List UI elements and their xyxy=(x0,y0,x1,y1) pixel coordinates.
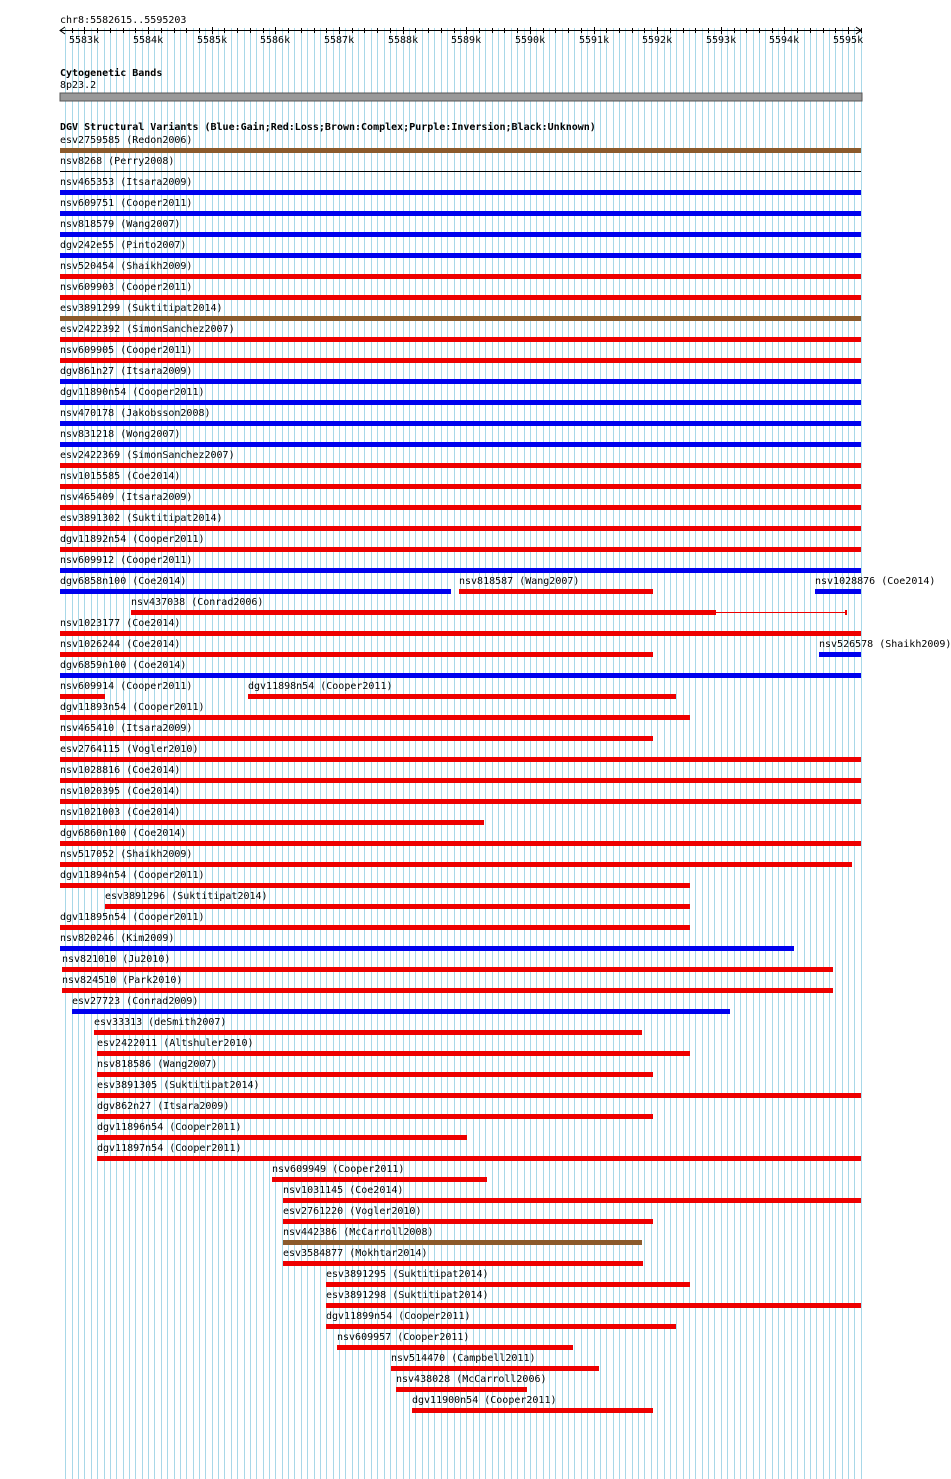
ruler-tick-label: 5583k xyxy=(69,35,100,46)
variant-bar xyxy=(97,1135,467,1140)
variant-bar xyxy=(62,967,833,972)
variant-label[interactable]: nsv1021003 (Coe2014) xyxy=(60,807,181,818)
variant-label[interactable]: nsv1015585 (Coe2014) xyxy=(60,471,181,482)
variant-label[interactable]: esv3891296 (Suktitipat2014) xyxy=(105,891,268,902)
variant-bar xyxy=(60,379,861,384)
variant-label[interactable]: nsv465410 (Itsara2009) xyxy=(60,723,193,734)
variant-bar xyxy=(60,757,861,762)
variant-bar xyxy=(60,316,861,321)
variant-label[interactable]: nsv465353 (Itsara2009) xyxy=(60,177,193,188)
variant-label[interactable]: nsv818579 (Wang2007) xyxy=(60,219,181,230)
variant-label[interactable]: nsv526578 (Shaikh2009) xyxy=(819,639,951,650)
variant-bar xyxy=(391,1366,599,1371)
variant-label[interactable]: nsv465409 (Itsara2009) xyxy=(60,492,193,503)
variant-bar xyxy=(283,1219,653,1224)
ruler-tick-label: 5587k xyxy=(324,35,355,46)
variant-label[interactable]: nsv1020395 (Coe2014) xyxy=(60,786,181,797)
ruler-tick-label: 5589k xyxy=(451,35,482,46)
variant-bar xyxy=(60,946,794,951)
variant-bar xyxy=(60,883,690,888)
variant-label[interactable]: esv3891302 (Suktitipat2014) xyxy=(60,513,223,524)
variant-bar xyxy=(412,1408,653,1413)
variant-label[interactable]: esv3584877 (Mokhtar2014) xyxy=(283,1248,428,1259)
variant-bar xyxy=(326,1282,690,1287)
variant-label[interactable]: nsv821010 (Ju2010) xyxy=(62,954,171,965)
variant-bar xyxy=(815,589,861,594)
variant-bar xyxy=(60,484,861,489)
variant-label[interactable]: nsv609751 (Cooper2011) xyxy=(60,198,193,209)
variant-bar xyxy=(326,1303,861,1308)
variant-bar xyxy=(283,1261,643,1266)
variant-bar xyxy=(60,274,861,279)
variant-bar xyxy=(94,1030,642,1035)
ruler-tick-label: 5590k xyxy=(515,35,546,46)
variant-bar xyxy=(60,547,861,552)
ruler-tick-label: 5592k xyxy=(642,35,673,46)
variant-label[interactable]: nsv609903 (Cooper2011) xyxy=(60,282,193,293)
cytoband-track-title: Cytogenetic Bands xyxy=(60,68,163,79)
variant-bar xyxy=(60,295,861,300)
variant-bar xyxy=(819,652,861,657)
variant-bar xyxy=(396,1387,527,1392)
cytoband-bar xyxy=(60,93,862,101)
ruler-tick-label: 5593k xyxy=(706,35,737,46)
variant-bar xyxy=(283,1198,861,1203)
variant-bar xyxy=(60,694,105,699)
variant-label[interactable]: nsv609905 (Cooper2011) xyxy=(60,345,193,356)
variant-bar xyxy=(97,1072,653,1077)
variant-bar xyxy=(97,1114,653,1119)
variant-bar xyxy=(60,253,861,258)
variant-bar xyxy=(60,589,451,594)
variant-bar xyxy=(60,505,861,510)
variant-label[interactable]: esv2422369 (SimonSanchez2007) xyxy=(60,450,235,461)
variant-label[interactable]: nsv820246 (Kim2009) xyxy=(60,933,175,944)
variant-bar xyxy=(459,589,653,594)
variant-label[interactable]: nsv609914 (Cooper2011) xyxy=(60,681,193,692)
variant-bar xyxy=(248,694,676,699)
variant-label[interactable]: nsv818587 (Wang2007) xyxy=(459,576,580,587)
variant-label[interactable]: nsv1028816 (Coe2014) xyxy=(60,765,181,776)
variant-bar xyxy=(60,820,484,825)
variant-label[interactable]: dgv11899n54 (Cooper2011) xyxy=(326,1311,471,1322)
variant-bar xyxy=(62,988,833,993)
variant-label[interactable]: dgv11894n54 (Cooper2011) xyxy=(60,870,205,881)
variant-label[interactable]: esv3891298 (Suktitipat2014) xyxy=(326,1290,489,1301)
variant-block xyxy=(845,610,847,615)
variant-bar xyxy=(60,673,861,678)
variant-block xyxy=(131,610,716,615)
variant-label[interactable]: nsv514470 (Campbell2011) xyxy=(391,1353,536,1364)
variant-label[interactable]: esv33313 (deSmith2007) xyxy=(94,1017,227,1028)
ruler-tick-label: 5586k xyxy=(260,35,291,46)
variant-bar xyxy=(105,904,690,909)
variant-bar xyxy=(60,232,861,237)
variant-bar xyxy=(60,190,861,195)
variant-bar xyxy=(60,862,852,867)
variant-bar xyxy=(283,1240,642,1245)
variant-label[interactable]: nsv1023177 (Coe2014) xyxy=(60,618,181,629)
variant-bar xyxy=(60,442,861,447)
variant-bar xyxy=(60,631,861,636)
variant-bar xyxy=(60,715,690,720)
variant-bar xyxy=(326,1324,676,1329)
ruler-tick-label: 5594k xyxy=(769,35,800,46)
variant-label[interactable]: nsv1026244 (Coe2014) xyxy=(60,639,181,650)
variant-label[interactable]: esv3891295 (Suktitipat2014) xyxy=(326,1269,489,1280)
variant-bar xyxy=(72,1009,730,1014)
variant-bar xyxy=(60,400,861,405)
variant-label[interactable]: nsv609957 (Cooper2011) xyxy=(337,1332,470,1343)
variant-label[interactable]: dgv862n27 (Itsara2009) xyxy=(97,1101,230,1112)
variant-bar xyxy=(337,1345,573,1350)
variant-bar xyxy=(60,463,861,468)
variant-label[interactable]: dgv242e55 (Pinto2007) xyxy=(60,240,187,251)
variant-bar xyxy=(60,421,861,426)
ruler-tick-label: 5584k xyxy=(133,35,164,46)
variant-label[interactable]: esv2764115 (Vogler2010) xyxy=(60,744,199,755)
variant-label[interactable]: esv2759585 (Redon2006) xyxy=(60,135,193,146)
variant-label[interactable]: dgv6859n100 (Coe2014) xyxy=(60,660,187,671)
variant-label[interactable]: dgv11895n54 (Cooper2011) xyxy=(60,912,205,923)
position-label: chr8:5582615..5595203 xyxy=(60,15,187,26)
variant-bar xyxy=(60,799,861,804)
variant-bar xyxy=(60,841,861,846)
variant-label[interactable]: dgv861n27 (Itsara2009) xyxy=(60,366,193,377)
variant-bar xyxy=(97,1051,690,1056)
variant-label[interactable]: esv2761220 (Vogler2010) xyxy=(283,1206,422,1217)
variant-label[interactable]: esv2422011 (Altshuler2010) xyxy=(97,1038,254,1049)
variant-label[interactable]: nsv520454 (Shaikh2009) xyxy=(60,261,193,272)
variant-label[interactable]: nsv8268 (Perry2008) xyxy=(60,156,175,167)
variant-bar xyxy=(60,652,653,657)
variant-label[interactable]: dgv6860n100 (Coe2014) xyxy=(60,828,187,839)
variant-label[interactable]: nsv824510 (Park2010) xyxy=(62,975,183,986)
variant-bar xyxy=(60,736,653,741)
variant-label[interactable]: nsv437038 (Conrad2006) xyxy=(131,597,264,608)
cytoband-label: 8p23.2 xyxy=(60,80,97,91)
dgv-track-title: DGV Structural Variants (Blue:Gain;Red:Loss;Brown:Complex;Purple:Inversion;Black:Unknown) xyxy=(60,122,596,133)
variant-bar xyxy=(97,1156,861,1161)
variant-label[interactable]: dgv6858n100 (Coe2014) xyxy=(60,576,187,587)
variant-label[interactable]: dgv11897n54 (Cooper2011) xyxy=(97,1143,242,1154)
variant-bar xyxy=(60,337,861,342)
variant-bar xyxy=(60,778,861,783)
variant-label[interactable]: dgv11898n54 (Cooper2011) xyxy=(248,681,393,692)
variant-label[interactable]: esv3891299 (Suktitipat2014) xyxy=(60,303,223,314)
ruler-tick-label: 5585k xyxy=(197,35,228,46)
variant-label[interactable]: esv3891305 (Suktitipat2014) xyxy=(97,1080,260,1091)
variant-label[interactable]: esv27723 (Conrad2009) xyxy=(72,996,199,1007)
ruler-tick-label: 5595k xyxy=(833,35,864,46)
variant-bar xyxy=(60,148,861,153)
variant-label[interactable]: dgv11893n54 (Cooper2011) xyxy=(60,702,205,713)
variant-bar xyxy=(272,1177,487,1182)
variant-label[interactable]: nsv517052 (Shaikh2009) xyxy=(60,849,193,860)
variant-label[interactable]: nsv609912 (Cooper2011) xyxy=(60,555,193,566)
variant-label[interactable]: dgv11892n54 (Cooper2011) xyxy=(60,534,205,545)
ruler-tick-label: 5591k xyxy=(579,35,610,46)
variant-label[interactable]: nsv442386 (McCarroll2008) xyxy=(283,1227,434,1238)
variant-label[interactable]: dgv11896n54 (Cooper2011) xyxy=(97,1122,242,1133)
variant-bar xyxy=(60,358,861,363)
variant-label[interactable]: nsv609949 (Cooper2011) xyxy=(272,1164,405,1175)
variant-label[interactable]: nsv1028876 (Coe2014) xyxy=(815,576,936,587)
variant-bar xyxy=(60,925,690,930)
variant-label[interactable]: dgv11900n54 (Cooper2011) xyxy=(412,1395,557,1406)
variant-label[interactable]: dgv11890n54 (Cooper2011) xyxy=(60,387,205,398)
variant-bar xyxy=(97,1093,861,1098)
variant-label[interactable]: nsv470178 (Jakobsson2008) xyxy=(60,408,211,419)
variant-label[interactable]: nsv438028 (McCarroll2006) xyxy=(396,1374,547,1385)
variant-bar xyxy=(60,211,861,216)
variant-label[interactable]: nsv1031145 (Coe2014) xyxy=(283,1185,404,1196)
variant-label[interactable]: esv2422392 (SimonSanchez2007) xyxy=(60,324,235,335)
variant-label[interactable]: nsv831218 (Wong2007) xyxy=(60,429,181,440)
variant-label[interactable]: nsv818586 (Wang2007) xyxy=(97,1059,218,1070)
variant-bar xyxy=(60,568,861,573)
ruler-tick-label: 5588k xyxy=(388,35,419,46)
variant-bar xyxy=(60,526,861,531)
